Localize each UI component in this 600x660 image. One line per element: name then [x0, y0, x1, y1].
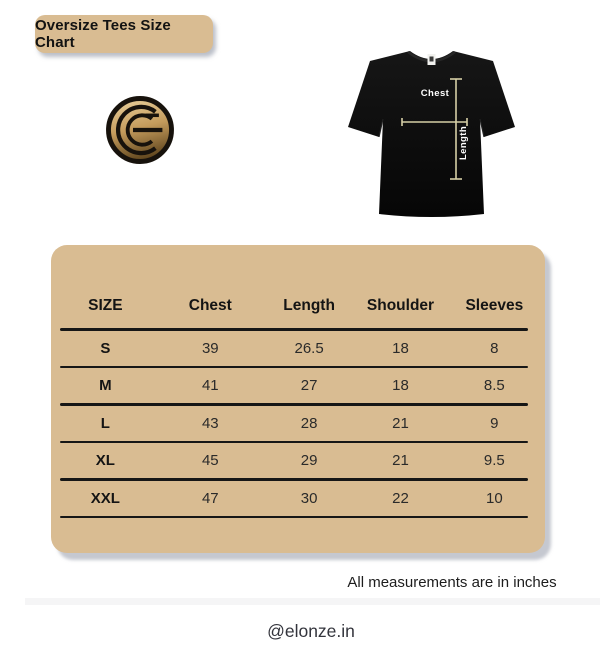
measurement-value: 45: [201, 452, 219, 469]
size-label: XL: [95, 452, 115, 469]
neck-label-logo: [430, 57, 434, 62]
table-row: [51, 368, 545, 403]
title-badge-label: Oversize Tees Size Chart: [35, 17, 171, 51]
col-header-chest: Chest: [188, 297, 232, 314]
tshirt-graphic: [344, 42, 520, 226]
table-body: [51, 331, 545, 519]
measurement-value: 8: [490, 339, 499, 357]
measurement-value: 43: [201, 414, 219, 432]
chest-label: Chest: [420, 88, 450, 99]
measurement-value: 21: [392, 414, 409, 432]
units-note: All measurements are in inches: [347, 574, 557, 591]
measurement-value: 29: [300, 452, 318, 469]
measurement-value: 9.5: [483, 452, 505, 469]
size-table-card: [51, 245, 545, 553]
measurement-value: 26.5: [294, 339, 324, 357]
table-row: [51, 481, 545, 516]
size-label: M: [99, 377, 112, 394]
table-row: [51, 443, 545, 478]
measurement-value: 10: [485, 489, 503, 507]
measurement-value: 27: [300, 377, 318, 394]
measurement-value: 28: [300, 414, 318, 432]
measurement-value: 18: [392, 339, 409, 357]
subtle-divider-band: [25, 598, 600, 605]
table-row: [51, 331, 545, 366]
measurement-value: 30: [300, 489, 318, 507]
row-divider: [60, 516, 528, 519]
tee-body-shape: [348, 51, 515, 217]
measurement-value: 22: [392, 489, 409, 507]
table-row: [51, 406, 545, 441]
col-header-length: Length: [283, 297, 335, 314]
title-badge: [35, 15, 213, 53]
measurement-value: 39: [201, 339, 219, 357]
measurement-value: 9: [490, 414, 499, 432]
col-header-shoulder: Shoulder: [366, 297, 435, 314]
length-label: Length: [458, 125, 469, 161]
size-label: XXL: [90, 489, 120, 507]
brand-handle: @elonze.in: [267, 621, 355, 641]
col-header-sleeves: Sleeves: [465, 297, 524, 314]
brand-logo: [105, 95, 175, 165]
measurement-value: 41: [201, 377, 219, 394]
tshirt-diagram: [344, 42, 520, 226]
col-header-size: SIZE: [88, 297, 123, 314]
measurement-value: 47: [201, 489, 219, 507]
size-label: S: [100, 339, 111, 357]
table-header-row: [51, 245, 545, 328]
measurement-value: 18: [392, 377, 409, 394]
measurement-value: 8.5: [483, 377, 505, 394]
elonze-monogram-icon: [105, 95, 175, 165]
measurement-value: 21: [392, 452, 409, 469]
size-label: L: [100, 414, 110, 432]
